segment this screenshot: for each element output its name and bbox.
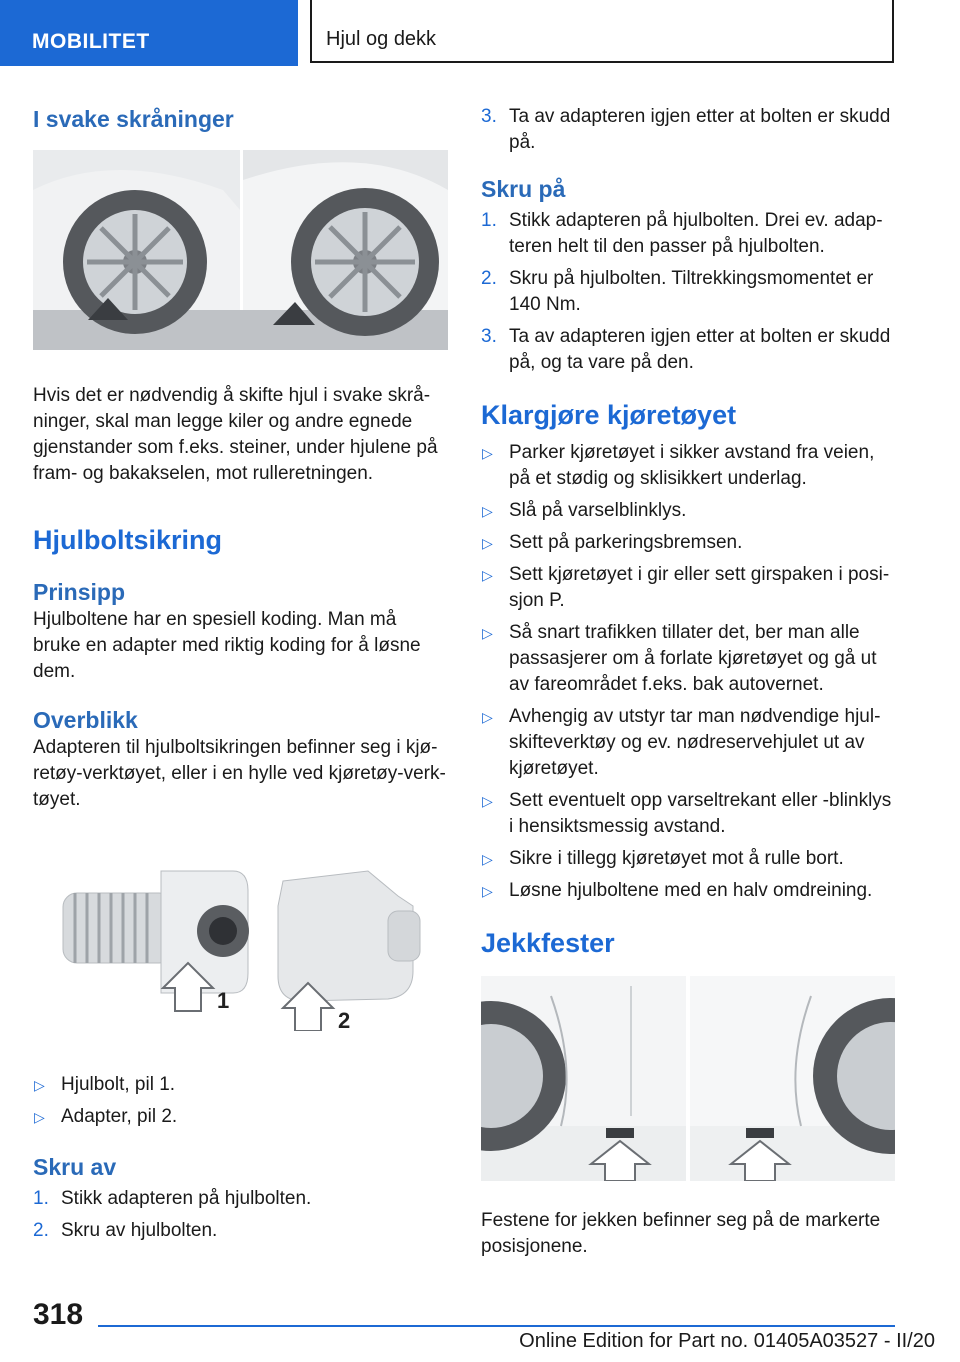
list-item: ▷ Sett kjøretøyet i gir eller sett girspaken i posisjon P.	[482, 564, 890, 611]
chapter-tab[interactable]	[310, 0, 894, 63]
left-column	[33, 100, 448, 1250]
list-item: ▷ Så snart trafikken tillater det, ber man alle passasjerer om å forlate kjøretøyet og gå ut av fareområdet f.eks. bak autovernet.	[482, 622, 877, 695]
heading-screw-on: Skru på	[481, 176, 566, 202]
triangle-right-icon: ▷	[482, 793, 493, 809]
section-tab[interactable]	[0, 0, 298, 66]
chapter-label: Hjul og dekk	[326, 28, 437, 50]
list-item: 2. Skru på hjulbolten. Tiltrekkingsmomentet er 140 Nm.	[481, 268, 874, 315]
list-item: 3. Ta av adapteren igjen etter at bolten er skudd på.	[481, 106, 891, 153]
list-item: ▷ Sett på parkeringsbremsen.	[481, 530, 895, 556]
prepare-list	[481, 440, 895, 904]
paragraph-jack-points: Festene for jekken befinner seg på de markerte posisjonene.	[481, 1210, 881, 1257]
bolt-adapter-illustration	[33, 851, 448, 1031]
heading-slopes: I svake skråninger	[33, 106, 234, 132]
figure-label-2: 2	[338, 1008, 351, 1031]
heading-prepare-vehicle: Klargjøre kjøretøyet	[481, 400, 737, 430]
heading-principle: Prinsipp	[33, 579, 126, 605]
list-item: ▷ Sett eventuelt opp varseltrekant eller -blinklys i hensiktsmessig avstand.	[482, 790, 892, 837]
screw-on-steps	[481, 208, 895, 376]
photo-wheels-on-slope	[33, 150, 448, 355]
heading-jack-points: Jekkfester	[481, 928, 615, 958]
list-item: ▷ Parker kjøretøyet i sikker avstand fra veien, på et stødig og sklisikkert underlag.	[482, 442, 875, 489]
triangle-right-icon: ▷	[482, 883, 493, 899]
triangle-right-icon: ▷	[482, 535, 493, 551]
triangle-right-icon: ▷	[482, 851, 493, 867]
paragraph-overview: Adapteren til hjulboltsikringen befinner seg i kjøretøy-verktøyet, eller i en hylle ved kjøretøy-verktøyet.	[33, 737, 446, 810]
triangle-right-icon: ▷	[482, 625, 493, 641]
triangle-right-icon: ▷	[482, 709, 493, 725]
footer-divider	[98, 1325, 895, 1327]
photo-jack-points	[481, 976, 895, 1186]
list-item: 3. Ta av adapteren igjen etter at bolten er skudd på, og ta vare på den.	[481, 326, 891, 373]
list-item: ▷ Hjulbolt, pil 1.	[33, 1072, 448, 1098]
page-header	[0, 0, 960, 66]
unscrew-steps-continued	[481, 104, 895, 156]
edition-note: Online Edition for Part no. 01405A03527 - II/20	[519, 1330, 935, 1352]
wheels-illustration	[33, 150, 448, 350]
figure-label-1: 1	[217, 988, 230, 1013]
list-item: 2. Skru av hjulbolten.	[33, 1220, 218, 1241]
section-label: MOBILITET	[32, 30, 150, 53]
list-item: 1. Stikk adapteren på hjulbolten.	[33, 1188, 312, 1209]
list-item: ▷ Løsne hjulboltene med en halv omdreining.	[481, 878, 895, 904]
figure-bolt-adapter	[33, 851, 448, 1036]
list-item: 1. Stikk adapteren på hjulbolten. Drei ev. adapteren helt til den passer på hjulbolten.	[481, 210, 883, 257]
triangle-right-icon: ▷	[34, 1077, 45, 1093]
heading-wheel-lock: Hjulboltsikring	[33, 525, 222, 555]
triangle-right-icon: ▷	[482, 445, 493, 461]
triangle-right-icon: ▷	[482, 567, 493, 583]
heading-overview: Overblikk	[33, 707, 138, 733]
list-item: ▷ Adapter, pil 2.	[33, 1104, 448, 1130]
paragraph-slopes: Hvis det er nødvendig å skifte hjul i svake skråninger, skal man legge kiler og andre egnede gjenstander som f.eks. steiner, under hjulene på fram- og bakakselen, mot rulleretningen.	[33, 385, 438, 484]
unscrew-steps	[33, 1186, 448, 1244]
triangle-right-icon: ▷	[482, 503, 493, 519]
page-number: 318	[33, 1298, 84, 1331]
figure-legend-list	[33, 1072, 448, 1130]
heading-unscrew: Skru av	[33, 1154, 117, 1180]
paragraph-principle: Hjulboltene har en spesiell koding. Man må bruke en adapter med riktig koding for å løsne dem.	[33, 609, 421, 682]
triangle-right-icon: ▷	[34, 1109, 45, 1125]
list-item: ▷ Avhengig av utstyr tar man nødvendige hjulskifteverktøy og ev. nødreservehjulet ut av kjøretøyet.	[482, 706, 881, 779]
list-item: ▷ Slå på varselblinklys.	[481, 498, 895, 524]
list-item: ▷ Sikre i tillegg kjøretøyet mot å rulle bort.	[481, 846, 895, 872]
right-column	[481, 100, 895, 1260]
jack-points-illustration	[481, 976, 895, 1181]
